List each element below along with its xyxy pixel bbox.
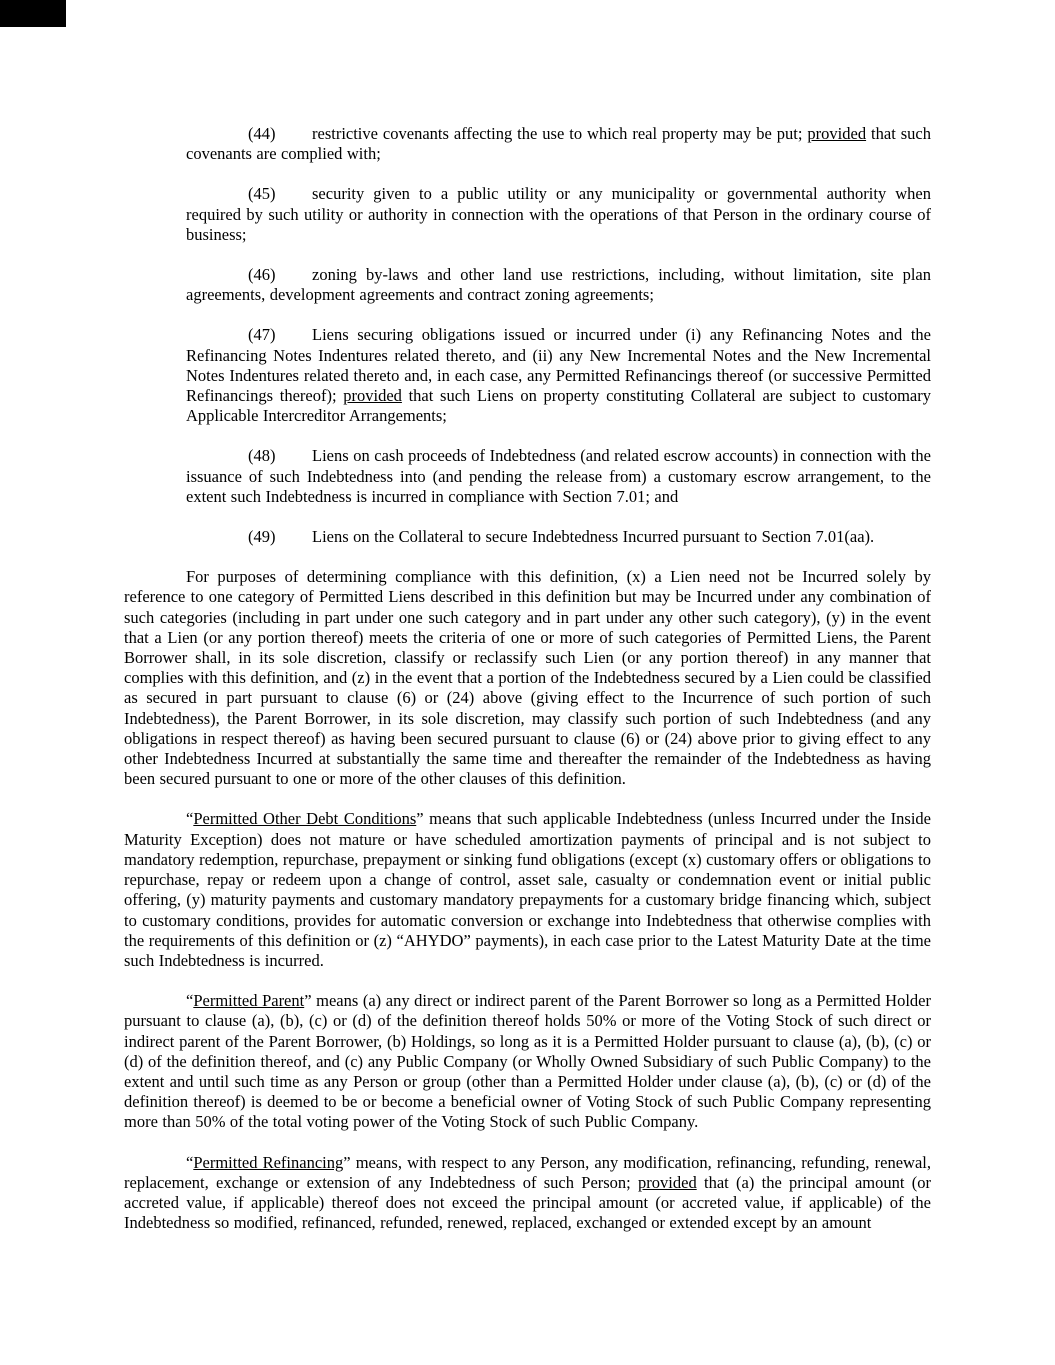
text-run: Liens on cash proceeds of Indebtedness (and related escrow accounts) in connection with the issuance of such Indebtedness into (and pending the release from) a customary escrow arrangement, to the extent such Indebtedness is incurred in compliance with Section 7.01; and: [186, 446, 931, 506]
text-run: For purposes of determining compliance with this definition, (x) a Lien need not be Incurred solely by reference to one category of Permitted Liens described in this definition but may be Incurred under any combination of such categories (including in part under one such category and in part under any other such category), (y) in the event that a Lien (or any portion thereof) meets the criteria of one or more of such categories of Permitted Liens, the Parent Borrower shall, in its sole discretion, classify or reclassify such Lien (or any portion thereof) in any manner that complies with this definition, and (z) in the event that a portion of the Indebtedness secured by a Lien could be classified as secured in part pursuant to clause (6) or (24) above (giving effect to the Incurrence of such portion of such Indebtedness), the Parent Borrower, in its sole discretion, may classify such portion of such Indebtedness (and any obligations in respect thereof) as having been secured pursuant to clause (6) or (24) above prior to giving effect to any other Indebtedness Incurred at substantially the same time and thereafter the remainder of the Indebtedness as having been secured pursuant to one or more of the other clauses of this definition.: [124, 567, 931, 789]
body-paragraph-6: [124, 567, 931, 789]
body-paragraph-9: [124, 1153, 931, 1234]
underlined-text-run: provided: [343, 386, 402, 406]
text-run: “: [186, 809, 194, 829]
clause-number: (47): [248, 325, 276, 345]
clause-number: (44): [248, 124, 276, 143]
text-run: ” means, with respect to any Person, any modification, refinancing, refunding, renewal, replacement, exchange or extension of any Indebtedness of such Person;: [124, 1152, 931, 1192]
clause-number: (46): [248, 265, 276, 285]
underlined-text-run: Permitted Refinancing: [193, 1152, 344, 1172]
text-run: that (a) the principal amount (or accreted value, if applicable) thereof does not exceed the principal amount (or accreted value, if applicable) of the Indebtedness so modified, refinanced, refunded, renewed, replaced, exchanged or extended except by an amount: [124, 1172, 931, 1233]
text-run: “: [186, 991, 194, 1011]
clause-number: (48): [248, 446, 276, 466]
text-run: Liens on the Collateral to secure Indebtedness Incurred pursuant to Section 7.01(aa).: [312, 527, 875, 547]
text-run: “: [186, 1152, 194, 1172]
clause-paragraph-47: [186, 325, 931, 426]
clause-paragraph-49: [186, 527, 931, 547]
body-paragraph-7: [124, 809, 931, 971]
text-run: ” means (a) any direct or indirect parent of the Parent Borrower so long as a Permitted Holder pursuant to clause (a), (b), (c) or (d) of the definition thereof holds 50% or more of the Voting Stock of such direct or indirect parent of the Parent Borrower, (b) Holdings, so long as it is a Permitted Holder pursuant to clause (a), (b), (c) or (d) of the definition thereof, and (c) any Public Company (or Wholly Owned Subsidiary of such Public Company) to the extent and until such time as any Person or group (other than a Permitted Holder under clause (a), (b), (c) or (d) of the definition thereof) is deemed to be or become a beneficial owner of Voting Stock of such Public Company representing more than 50% of the total voting power of the Voting Stock of such Public Company.: [124, 991, 931, 1132]
text-run: zoning by-laws and other land use restrictions, including, without limitation, site plan agreements, development agreements and contract zoning agreements;: [186, 265, 931, 305]
clause-number: (49): [248, 527, 276, 547]
text-run: security given to a public utility or any municipality or governmental authority when required by such utility or authority in connection with the operations of that Person in the ordinary course of business;: [186, 184, 931, 244]
clause-number: (45): [248, 184, 276, 204]
clause-paragraph-46: [186, 265, 931, 305]
text-run: that such Liens on property constituting Collateral are subject to customary Applicable Intercreditor Arrangements;: [186, 386, 931, 426]
underlined-text-run: Permitted Other Debt Conditions: [193, 809, 417, 829]
underlined-text-run: provided: [638, 1172, 697, 1192]
underlined-text-run: provided: [807, 124, 867, 143]
clause-paragraph-44: [186, 124, 931, 164]
document-content: [124, 124, 931, 1233]
scan-artifact-black-box: [0, 0, 66, 27]
body-paragraph-8: [124, 991, 931, 1132]
text-run: restrictive covenants affecting the use to which real property may be put;: [312, 124, 808, 143]
text-run: that such covenants are complied with;: [186, 124, 931, 164]
clause-paragraph-45: [186, 184, 931, 245]
underlined-text-run: Permitted Parent: [193, 991, 305, 1011]
clause-paragraph-48: [186, 446, 931, 507]
text-run: ” means that such applicable Indebtedness (unless Incurred under the Inside Maturity Exception) does not mature or have scheduled amortization payments of principal and is not subject to mandatory redemption, repurchase, prepayment or sinking fund obligations (except (x) customary offers or obligations to repurchase, repay or redeem upon a change of control, asset sale, casualty or condemnation event or initial public offering, (y) maturity payments and customary mandatory prepayments for a customary bridge financing which, subject to customary conditions, provides for automatic conversion or exchange into Indebtedness that otherwise complies with the requirements of this definition or (z) “AHYDO” payments), in each case prior to the Latest Maturity Date at the time such Indebtedness is incurred.: [124, 809, 931, 970]
text-run: Liens securing obligations issued or incurred under (i) any Refinancing Notes and the Refinancing Notes Indentures related thereto, and (ii) any New Incremental Notes and the New Incremental Notes Indentures related thereto and, in each case, any Permitted Refinancings thereof (or successive Permitted Refinancings thereof);: [186, 325, 931, 406]
